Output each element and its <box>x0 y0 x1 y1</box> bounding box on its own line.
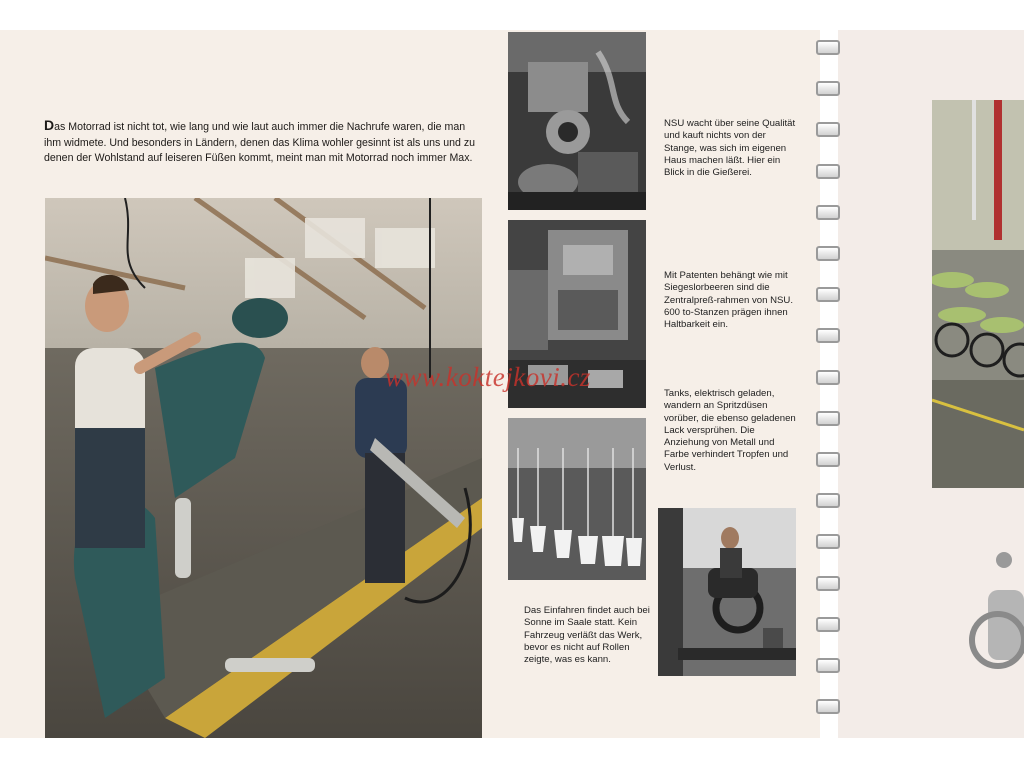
assembly-line-photo <box>45 198 482 738</box>
caption-foundry: NSU wacht über seine Qualität und kauft nichts von der Stange, was sich im eigenen Haus machen läßt. Hier ein Blick in die Gießerei. <box>664 118 796 179</box>
spiral-ring <box>816 534 840 549</box>
caption-paint-tanks: Tanks, elektrisch geladen, wandern an Spritzdüsen vorüber, die ebenso geladenen Lack versprühen. Die Anziehung von Metall und Farbe verhindert Tropfen und Verlust. <box>664 388 796 473</box>
spiral-ring <box>816 205 840 220</box>
caption-run-in: Das Einfahren findet auch bei Sonne im Saale statt. Kein Fahrzeug verläßt das Werk, bevor es nicht auf Rollen zeigte, was es kann. <box>524 605 650 666</box>
spiral-ring <box>816 370 840 385</box>
spiral-ring <box>816 81 840 96</box>
spiral-ring <box>816 328 840 343</box>
spiral-ring <box>816 246 840 261</box>
spiral-ring <box>816 493 840 508</box>
intro-dropcap: D <box>44 117 55 133</box>
spiral-ring <box>816 164 840 179</box>
spiral-ring <box>816 658 840 673</box>
paint-tanks-photo <box>508 418 646 580</box>
intro-paragraph <box>44 118 484 167</box>
spiral-binding <box>812 40 846 740</box>
caption-press-frames: Mit Patenten behängt wie mit Siegeslorbeeren sind die Zentralpreß-rahmen von NSU. 600 to-Stanzen prägen ihnen Haltbarkeit ein. <box>664 270 794 331</box>
spiral-ring <box>816 411 840 426</box>
right-page-motorcycle-cutout <box>968 540 1024 700</box>
site-watermark: www.koktejkovi.cz <box>385 362 591 392</box>
spiral-ring <box>816 122 840 137</box>
spiral-ring <box>816 699 840 714</box>
spiral-ring <box>816 452 840 467</box>
intro-text: as Motorrad ist nicht tot, wie lang und wie laut auch immer die Nachrufe waren, die man ihm widmete. Und besonders in Ländern, denen das Klima wohler gesinnt ist als uns und zu denen der Wohlstand auf leiseren Füßen kommt, meint man mit Motorrad noch immer Max. <box>44 121 476 164</box>
foundry-photo <box>508 32 646 210</box>
spiral-ring <box>816 287 840 302</box>
right-page-factory-photo <box>932 100 1024 488</box>
spiral-ring <box>816 40 840 55</box>
spiral-ring <box>816 576 840 591</box>
spiral-ring <box>816 617 840 632</box>
run-in-test-photo <box>658 508 796 676</box>
